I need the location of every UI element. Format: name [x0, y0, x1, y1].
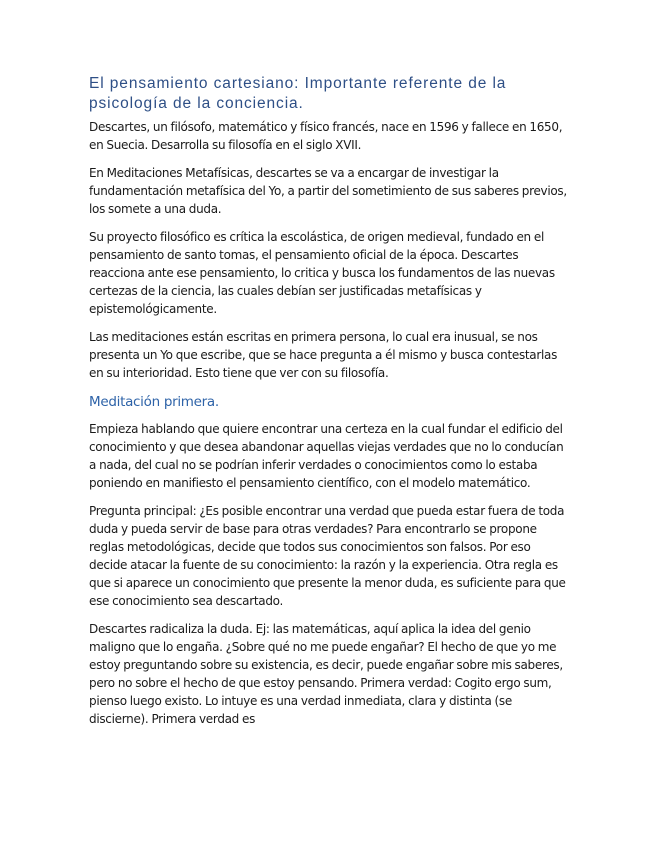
section-heading: Meditación primera.: [89, 394, 219, 410]
paragraph: Pregunta principal: ¿Es posible encontrar una verdad que pueda estar fuera de toda duda y pueda servir de base para otras verdades? Para encontrarlo se propone reglas metodológicas, decide que todos sus conocimientos son falsos. Por eso decide atacar la fuente de su conocimiento: la razón y la experiencia. Otra regla es que si aparece un conocimiento que presente la menor duda, es suficiente para que ese conocimiento sea descartado.: [89, 504, 566, 608]
paragraph: Descartes, un filósofo, matemático y físico francés, nace en 1596 y fallece en 1650, en Suecia. Desarrolla su filosofía en el siglo XVII.: [89, 120, 563, 152]
paragraph: En Meditaciones Metafísicas, descartes se va a encargar de investigar la fundamentación metafísica del Yo, a partir del sometimiento de sus saberes previos, los somete a una duda.: [89, 166, 567, 216]
paragraph: Descartes radicaliza la duda. Ej: las matemáticas, aquí aplica la idea del genio maligno que lo engaña. ¿Sobre qué no me puede engañar? El hecho de que yo me estoy preguntando sobre su existencia, es decir, puede engañar sobre mis saberes, pero no sobre el hecho de que estoy pensando. Primera verdad: Cogito ergo sum, pienso luego existo. Lo intuye es una verdad inmediata, clara y distinta (se discierne). Primera verdad es: [89, 622, 563, 726]
document-title: El pensamiento cartesiano: Importante referente de la psicología de la conciencia.: [89, 75, 507, 112]
paragraph: Las meditaciones están escritas en primera persona, lo cual era inusual, se nos presenta un Yo que escribe, que se hace pregunta a él mismo y busca contestarlas en su interioridad. Esto tiene que ver con su filosofía.: [89, 330, 558, 380]
document-page: [89, 74, 567, 738]
paragraph: Su proyecto filosófico es crítica la escolástica, de origen medieval, fundado en el pensamiento de santo tomas, el pensamiento oficial de la época. Descartes reacciona ante ese pensamiento, lo critica y busca los fundamentos de las nuevas certezas de la ciencia, las cuales debían ser justificadas metafísicas y epistemológicamente.: [89, 230, 555, 316]
paragraph: Empieza hablando que quiere encontrar una certeza en la cual fundar el edificio del conocimiento y que desea abandonar aquellas viejas verdades que no lo conducían a nada, del cual no se podrían inferir verdades o conocimientos como lo estaba poniendo en manifiesto el pensamiento científico, con el modelo matemático.: [89, 422, 564, 490]
